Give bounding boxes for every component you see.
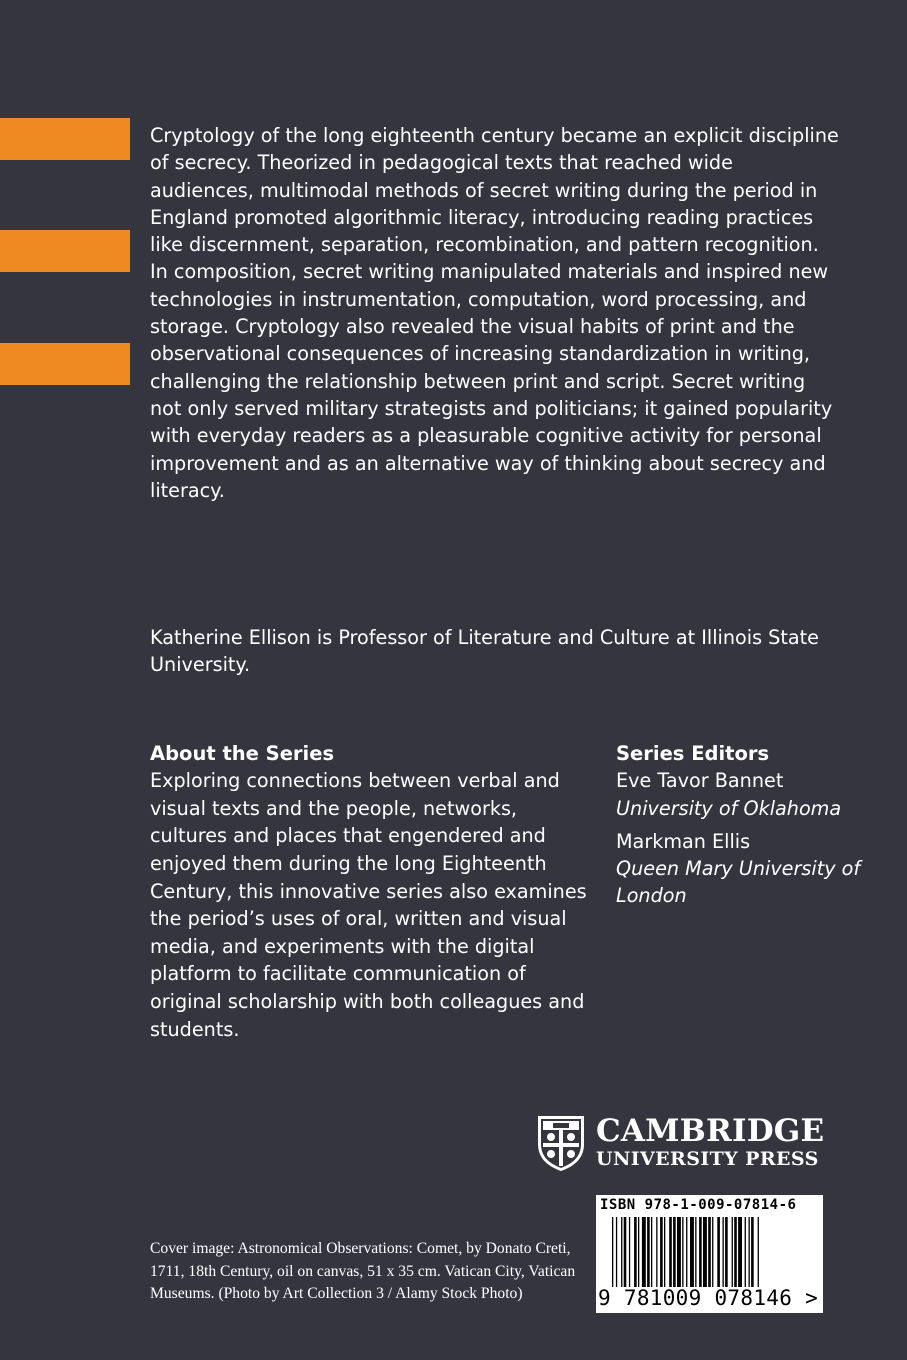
barcode-stripe (629, 1217, 630, 1287)
barcode-stripe (664, 1217, 665, 1287)
editor-entry (616, 767, 876, 822)
barcode-bars (598, 1217, 820, 1287)
barcode-stripe (699, 1217, 702, 1287)
barcode-digits: 9 781009 078146 > (598, 1286, 819, 1310)
barcode-stripe (708, 1217, 711, 1287)
series-editors (616, 740, 876, 916)
barcode-stripe (624, 1217, 627, 1287)
author-bio: Katherine Ellison is Professor of Literature and Culture at Illinois State University. (150, 626, 819, 677)
publisher-name-line1: CAMBRIDGE (596, 1113, 825, 1149)
barcode-stripe (656, 1217, 657, 1287)
editor-name: Markman Ellis (616, 829, 751, 853)
barcode-stripe (732, 1217, 733, 1287)
editor-name: Eve Tavor Bannet (616, 769, 784, 793)
editor-affiliation: Queen Mary University of London (616, 857, 861, 908)
barcode-stripe (751, 1217, 754, 1287)
barcode-stripe (621, 1217, 622, 1287)
cover-image-credit: Cover image: Astronomical Observations: Comet, by Donato Creti, 1711, 18th Century, oil on canvas, 51 x 35 cm. Vatican City, Vatican Museums. (Photo by Art Collection 3 / Alamy Stock Photo) (150, 1240, 576, 1302)
barcode-stripe (703, 1217, 707, 1287)
barcode-stripe (660, 1217, 663, 1287)
barcode-stripe (758, 1217, 759, 1287)
editor-entry (616, 828, 876, 910)
barcode-stripe (651, 1217, 652, 1287)
about-series (150, 740, 600, 1043)
barcode-stripe (738, 1217, 742, 1287)
about-series-heading: About the Series (150, 742, 335, 765)
barcode-stripe (634, 1217, 637, 1287)
barcode-stripe (647, 1217, 650, 1287)
cambridge-crest-icon (536, 1114, 586, 1172)
barcode-stripe (749, 1217, 750, 1287)
barcode-stripe (642, 1217, 646, 1287)
barcode-stripe (612, 1217, 613, 1287)
publisher-wordmark (596, 1114, 824, 1170)
isbn-barcode (596, 1195, 823, 1313)
about-series-text: Exploring connections between verbal and visual texts and the people, networks, cultures and places that engendered and enjoyed them during the long Eighteenth Century, this innovative series also examines the period’s uses of oral, written and visual media, and experiments with the digital platform to facilitate communication of original scholarship with both colleagues and students. (150, 769, 587, 1041)
orange-accent-bar-2 (0, 230, 130, 272)
isbn-label: ISBN 978-1-009-07814-6 (600, 1197, 797, 1213)
series-editors-heading: Series Editors (616, 742, 770, 765)
barcode-stripe (745, 1217, 746, 1287)
barcode-stripe (723, 1217, 724, 1287)
barcode-stripe (673, 1217, 676, 1287)
barcode-stripe (682, 1217, 683, 1287)
barcode-stripe (695, 1217, 696, 1287)
book-blurb: Cryptology of the long eighteenth century became an explicit discipline of secrecy. Theorized in pedagogical texts that reached wide audiences, multimodal methods of secret writing during the period in England promoted algorithmic literacy, introducing reading practices like discernment, separation, recombination, and pattern recognition. In composition, secret writing manipulated materials and inspired new technologies in instrumentation, computation, word processing, and storage. Cryptology also revealed the visual habits of print and the observational consequences of increasing standardization in writing, challenging the relationship between print and script. Secret writing not only served military strategists and politicians; it gained popularity with everyday readers as a pleasurable cognitive activity for personal improvement and as an alternative way of thinking about secrecy and literacy. (150, 124, 839, 502)
barcode-stripe (638, 1217, 639, 1287)
publisher-name-line2: UNIVERSITY PRESS (596, 1148, 819, 1170)
orange-accent-bar-3 (0, 343, 130, 385)
publisher-logo (536, 1114, 836, 1174)
barcode-stripe (669, 1217, 672, 1287)
barcode-stripe (616, 1217, 617, 1287)
barcode-stripe (677, 1217, 681, 1287)
editor-affiliation: University of Oklahoma (616, 796, 842, 820)
barcode-stripe (725, 1217, 728, 1287)
barcode-stripe (717, 1217, 720, 1287)
barcode-stripe (712, 1217, 713, 1287)
barcode-stripe (734, 1217, 737, 1287)
orange-accent-bar-1 (0, 118, 130, 160)
barcode-stripe (686, 1217, 687, 1287)
barcode-stripe (690, 1217, 694, 1287)
